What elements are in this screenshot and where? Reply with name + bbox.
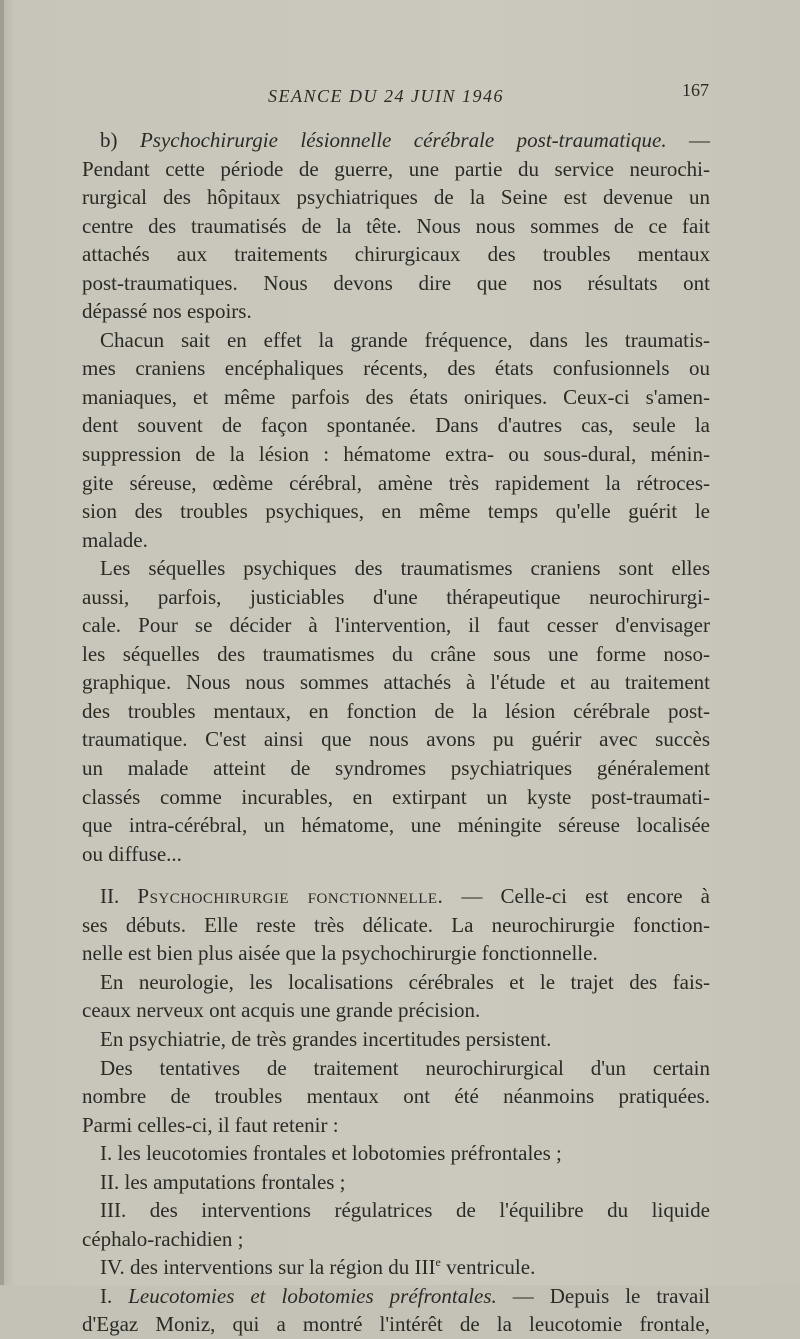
text-line: maniaques, et même parfois des états oniriques. Ceux-ci s'amen- [82, 384, 710, 409]
section-i-paragraph [82, 1282, 710, 1339]
text-line: Chacun sait en effet la grande fréquence, dans les traumatis- [100, 327, 710, 352]
list-item-continuation: céphalo-rachidien ; [82, 1226, 244, 1251]
page-spine-shadow [0, 0, 4, 1285]
text-line: sion des troubles psychiques, en même temps qu'elle guérit le [82, 499, 710, 524]
text-line: malade. [82, 527, 148, 552]
text-line [82, 1282, 710, 1311]
paragraph-neurologie [82, 968, 710, 1025]
section-gap [82, 868, 710, 882]
text-line: les séquelles des traumatismes du crâne sous une forme noso- [82, 641, 710, 666]
section-b-dash: — [666, 128, 711, 152]
paragraph-sequelles [82, 554, 710, 868]
intervention-list [82, 1139, 710, 1282]
text-line: dent souvent de façon spontanée. Dans d'autres cas, seule la [82, 413, 710, 438]
running-head: SEANCE DU 24 JUIN 1946 [268, 86, 504, 106]
text-line [82, 126, 710, 155]
paragraph-tentatives [82, 1054, 710, 1140]
section-i-label: I. [100, 1283, 113, 1308]
text-line: ou diffuse... [82, 841, 182, 866]
text-line: ceaux nerveux ont acquis une grande précision. [82, 998, 481, 1023]
text-line: attachés aux traitements chirurgicaux des troubles mentaux [82, 242, 710, 267]
section-i-lead: — Depuis le travail [496, 1283, 710, 1308]
section-i-title: Leucotomies et lobotomies préfrontales. [128, 1283, 497, 1308]
text-line: que intra-cérébral, un hématome, une méningite séreuse localisée [82, 813, 710, 838]
superscript: e [435, 1255, 441, 1270]
list-item: I. les leucotomies frontales et lobotomies préfrontales ; [100, 1141, 562, 1166]
section-ii-paragraph [82, 882, 710, 968]
text-line: dépassé nos espoirs. [82, 299, 252, 324]
text-line: classés comme incurables, en extirpant un kyste post-traumati- [82, 784, 710, 809]
text-line: mes craniens encéphaliques récents, des états confusionnels ou [82, 356, 710, 381]
section-ii-lead: — Celle-ci est encore à [443, 884, 710, 909]
text-line: nelle est bien plus aisée que la psychochirurgie fonctionnelle. [82, 941, 598, 966]
text-line: un malade atteint de syndromes psychiatriques généralement [82, 756, 710, 781]
section-ii-title: Psychochirurgie fonctionnelle. [137, 884, 444, 909]
list-item-iv-text: IV. des interventions sur la région du III [100, 1255, 436, 1280]
section-b-label: b) [100, 128, 118, 152]
list-item: III. des interventions régulatrices de l'équilibre du liquide [100, 1198, 710, 1223]
text-line: suppression de la lésion : hématome extra- ou sous-dural, ménin- [82, 442, 710, 467]
text-line: gite séreuse, œdème cérébral, amène très rapidement la rétroces- [82, 470, 710, 495]
text-line: En neurologie, les localisations cérébrales et le trajet des fais- [100, 969, 710, 994]
text-line: Parmi celles-ci, il faut retenir : [82, 1112, 339, 1137]
text-line: cale. Pour se décider à l'intervention, il faut cesser d'envisager [82, 613, 710, 638]
text-line: aussi, parfois, justiciables d'une thérapeutique neurochirurgi- [82, 584, 710, 609]
page-body [82, 126, 710, 1339]
paragraph-psychiatrie [82, 1025, 710, 1054]
text-line: post-traumatiques. Nous devons dire que nos résultats ont [82, 270, 710, 295]
text-line: des troubles mentaux, en fonction de la lésion cérébrale post- [82, 698, 710, 723]
section-b-title: Psychochirurgie lésionnelle cérébrale post-traumatique. [139, 128, 667, 152]
text-line: centre des traumatisés de la tête. Nous nous sommes de ce fait [82, 213, 710, 238]
text-line: ses débuts. Elle reste très délicate. La neurochirurgie fonction- [82, 912, 710, 937]
section-b-paragraph [82, 126, 710, 326]
text-line: Pendant cette période de guerre, une partie du service neurochi- [82, 156, 710, 181]
text-line: Les séquelles psychiques des traumatismes craniens sont elles [100, 556, 710, 581]
list-item: II. les amputations frontales ; [100, 1169, 346, 1194]
text-line: graphique. Nous nous sommes attachés à l'étude et au traitement [82, 670, 710, 695]
paragraph-chacun [82, 326, 710, 554]
list-item [82, 1253, 710, 1282]
list-item-iv-tail: ventricule. [440, 1255, 536, 1280]
text-line: En psychiatrie, de très grandes incertitudes persistent. [100, 1026, 552, 1051]
text-line: rurgical des hôpitaux psychiatriques de la Seine est devenue un [82, 185, 710, 210]
text-line [82, 882, 710, 911]
text-line: nombre de troubles mentaux ont été néanmoins pratiquées. [82, 1084, 710, 1109]
text-line: Des tentatives de traitement neurochirurgical d'un certain [100, 1055, 710, 1080]
page-number: 167 [682, 80, 709, 100]
page-header [0, 80, 800, 110]
section-ii-label: II. [100, 884, 120, 909]
text-line: d'Egaz Moniz, qui a montré l'intérêt de la leucotomie frontale, [82, 1312, 710, 1337]
text-line: traumatique. C'est ainsi que nous avons pu guérir avec succès [82, 727, 710, 752]
